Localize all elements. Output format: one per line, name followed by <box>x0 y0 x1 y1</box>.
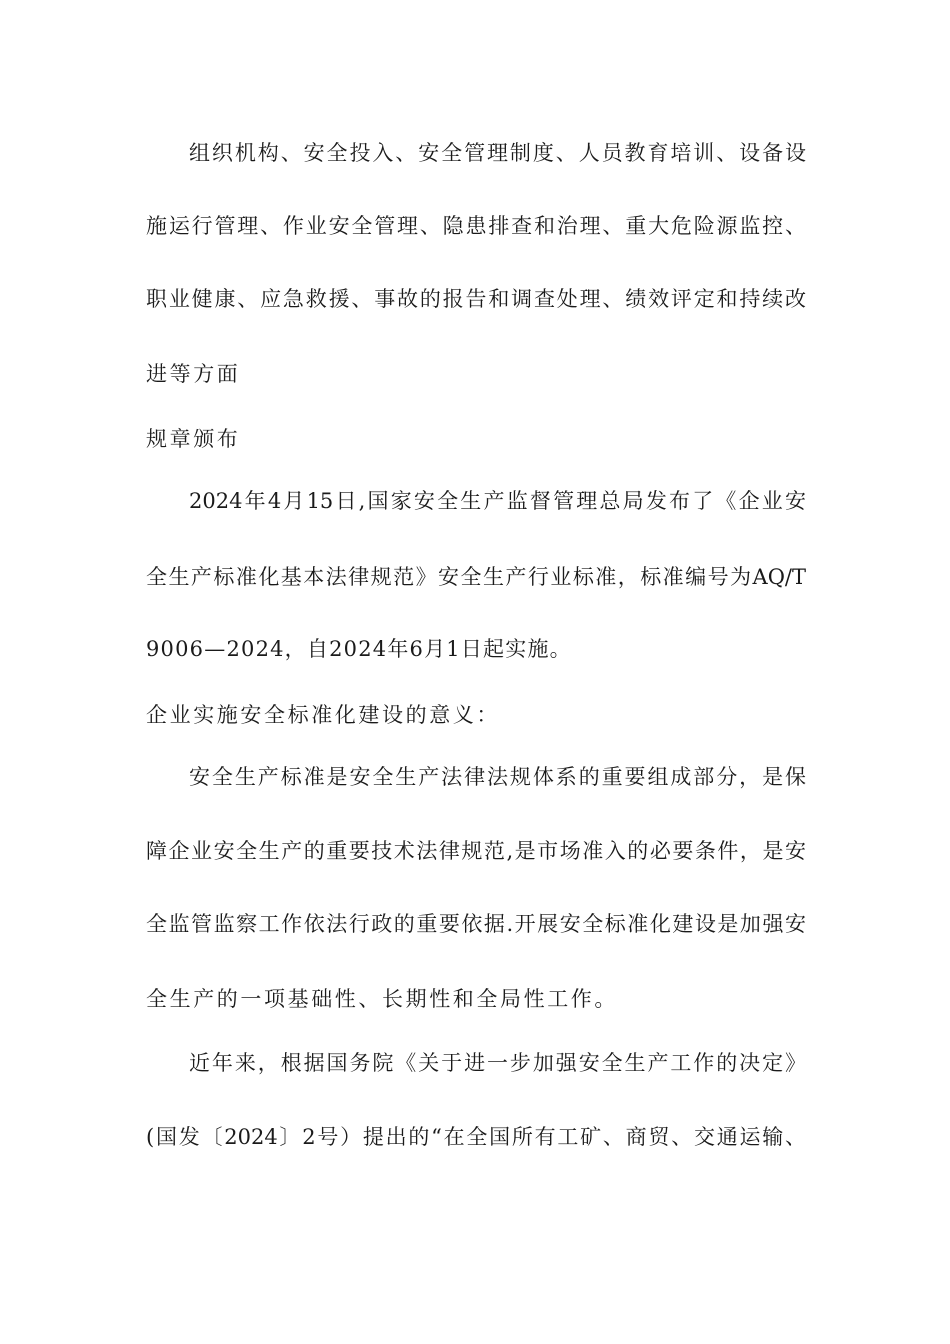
paragraph-4-line-1: 近年来，根据国务院《关于进一步加强安全生产工作的决定》 <box>189 1051 806 1075</box>
paragraph-1-line-3: 职业健康、应急救援、事故的报告和调查处理、绩效评定和持续改 <box>146 287 806 311</box>
paragraph-3-line-2: 障企业安全生产的重要技术法律规范,是市场准入的必要条件，是安 <box>146 839 806 863</box>
paragraph-3-line-3: 全监管监察工作依法行政的重要依据.开展安全标准化建设是加强安 <box>146 912 806 936</box>
paragraph-2-line-3: 9006—2024，自2024年6月1日起实施。 <box>146 637 572 661</box>
paragraph-2-line-2: 全生产标准化基本法律规范》安全生产行业标准，标准编号为AQ/T <box>146 565 806 589</box>
paragraph-1-line-2: 施运行管理、作业安全管理、隐患排查和治理、重大危险源监控、 <box>146 214 806 238</box>
paragraph-1-line-4: 进等方面 <box>146 362 241 386</box>
heading-regulation-release: 规章颁布 <box>146 427 241 451</box>
heading-significance: 企业实施安全标准化建设的意义： <box>146 703 500 727</box>
paragraph-3-line-1: 安全生产标准是安全生产法律法规体系的重要组成部分，是保 <box>189 765 806 789</box>
paragraph-3-line-4: 全生产的一项基础性、长期性和全局性工作。 <box>146 987 618 1011</box>
paragraph-1-line-1: 组织机构、安全投入、安全管理制度、人员教育培训、设备设 <box>189 141 806 165</box>
paragraph-4-line-2: (国发〔2024〕2号）提出的“在全国所有工矿、商贸、交通运输、 <box>146 1125 806 1149</box>
paragraph-2-line-1: 2024年4月15日,国家安全生产监督管理总局发布了《企业安 <box>189 489 806 513</box>
